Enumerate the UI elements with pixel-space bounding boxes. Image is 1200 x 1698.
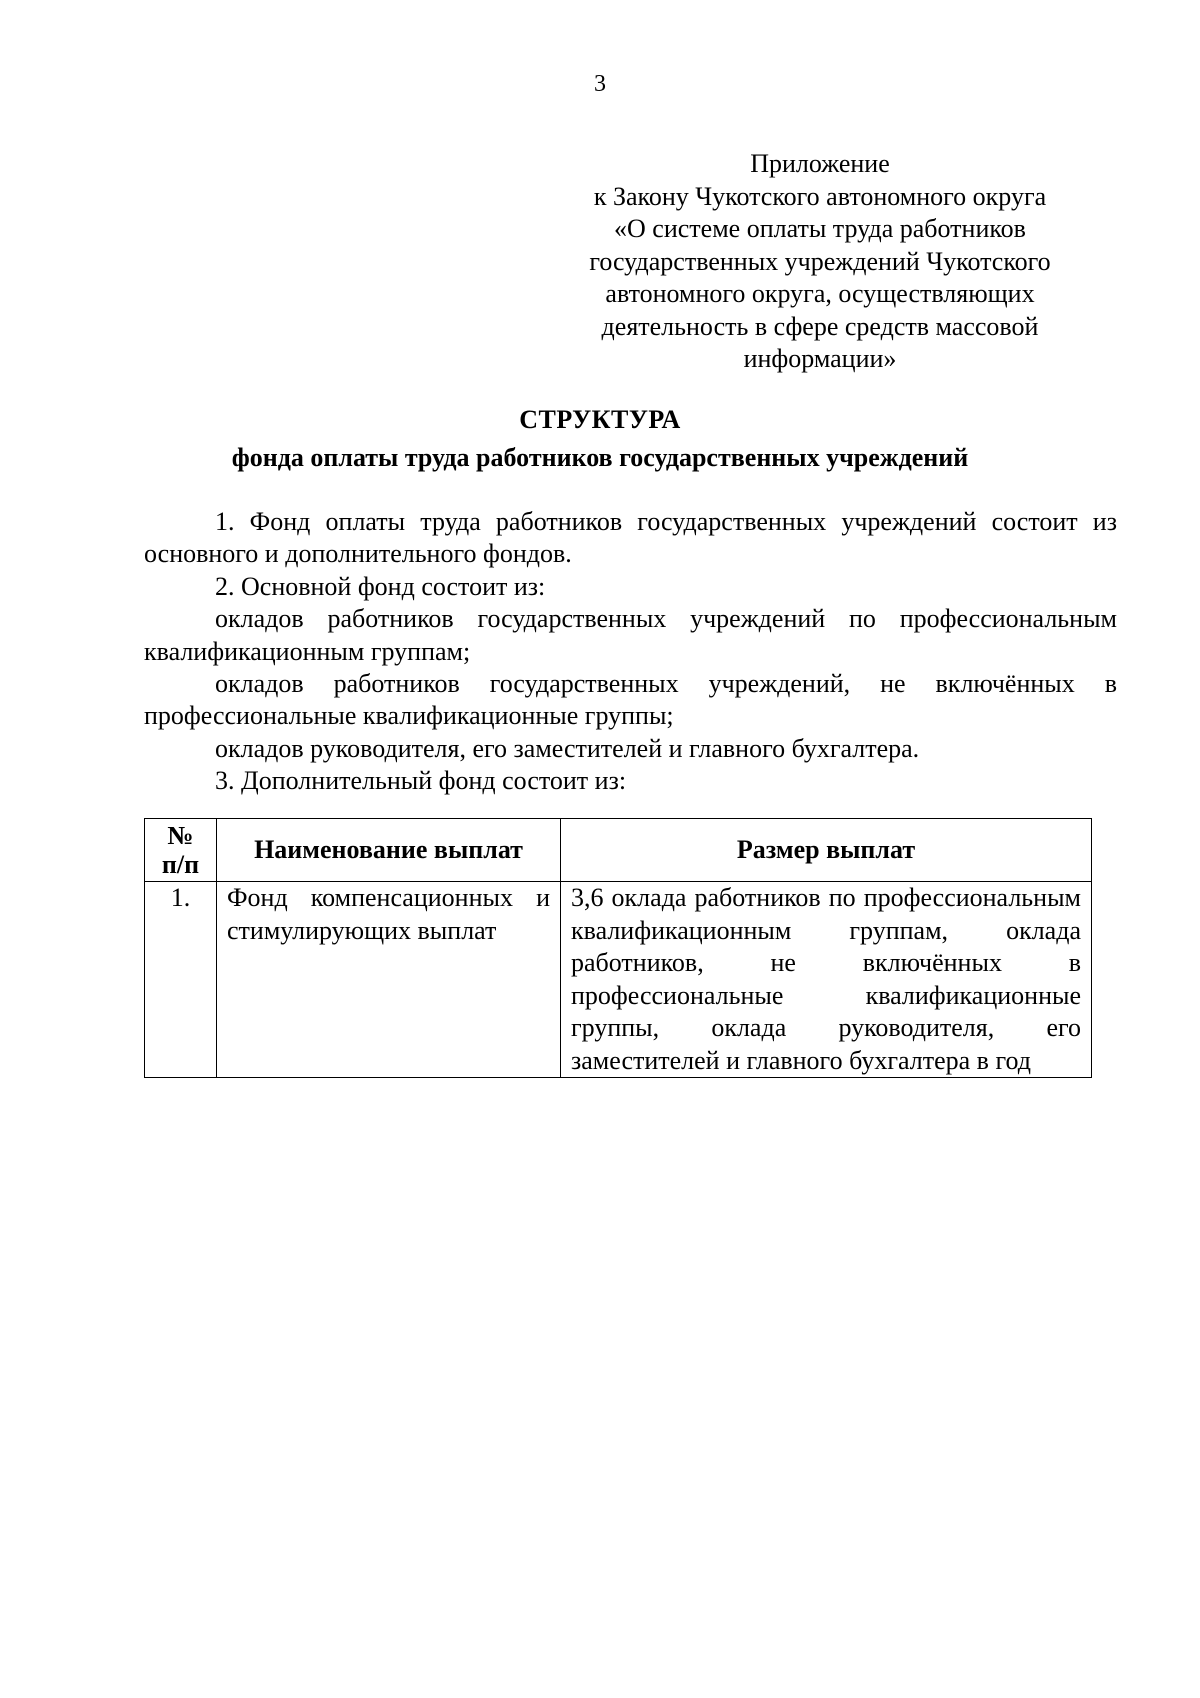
table-row	[145, 882, 1092, 1078]
appendix-line: деятельность в сфере средств массовой	[601, 311, 1039, 341]
paragraph: 3. Дополнительный фонд состоит из:	[215, 766, 627, 796]
header-payout-name: Наименование выплат	[217, 819, 561, 882]
paragraph: 1. Фонд оплаты труда работников государственных учреждений состоит из основного и дополнительного фондов.	[144, 507, 1117, 569]
document-body	[144, 506, 1117, 798]
page-number: 3	[594, 71, 606, 97]
payouts-table	[144, 818, 1092, 1078]
paragraph: окладов руководителя, его заместителей и главного бухгалтера.	[215, 733, 920, 763]
table-header-row	[145, 819, 1092, 882]
document-title: СТРУКТУРА	[519, 405, 681, 434]
appendix-line: автономного округа, осуществляющих	[605, 279, 1035, 308]
header-number-symbol: №	[167, 821, 194, 850]
appendix-line: к Закону Чукотского автономного округа	[593, 181, 1047, 211]
cell-payout-size: 3,6 оклада работников по профессиональным квалификационным группам, оклада работников, не включённых в профессиональные квалификационные группы, оклада руководителя, его заместителей и главного бухгалтера в год	[561, 882, 1092, 1078]
paragraph: окладов работников государственных учреждений по профессиональным квалификационным группам;	[144, 604, 1117, 666]
appendix-line: Приложение	[750, 149, 890, 178]
appendix-line: информации»	[743, 344, 897, 373]
appendix-line: государственных учреждений Чукотского	[589, 246, 1051, 276]
header-number	[145, 819, 217, 882]
header-number-abbr: п/п	[161, 850, 200, 879]
header-payout-size: Размер выплат	[561, 819, 1092, 882]
paragraph: 2. Основной фонд состоит из:	[215, 571, 546, 601]
paragraph: окладов работников государственных учреждений, не включённых в профессиональные квалификационные группы;	[144, 669, 1117, 731]
appendix-header	[540, 148, 1100, 376]
document-subtitle: фонда оплаты труда работников государственных учреждений	[231, 443, 969, 472]
cell-number: 1.	[145, 882, 217, 1078]
cell-payout-name: Фонд компенсационных и стимулирующих выплат	[217, 882, 561, 1078]
appendix-line: «О системе оплаты труда работников	[614, 214, 1026, 243]
